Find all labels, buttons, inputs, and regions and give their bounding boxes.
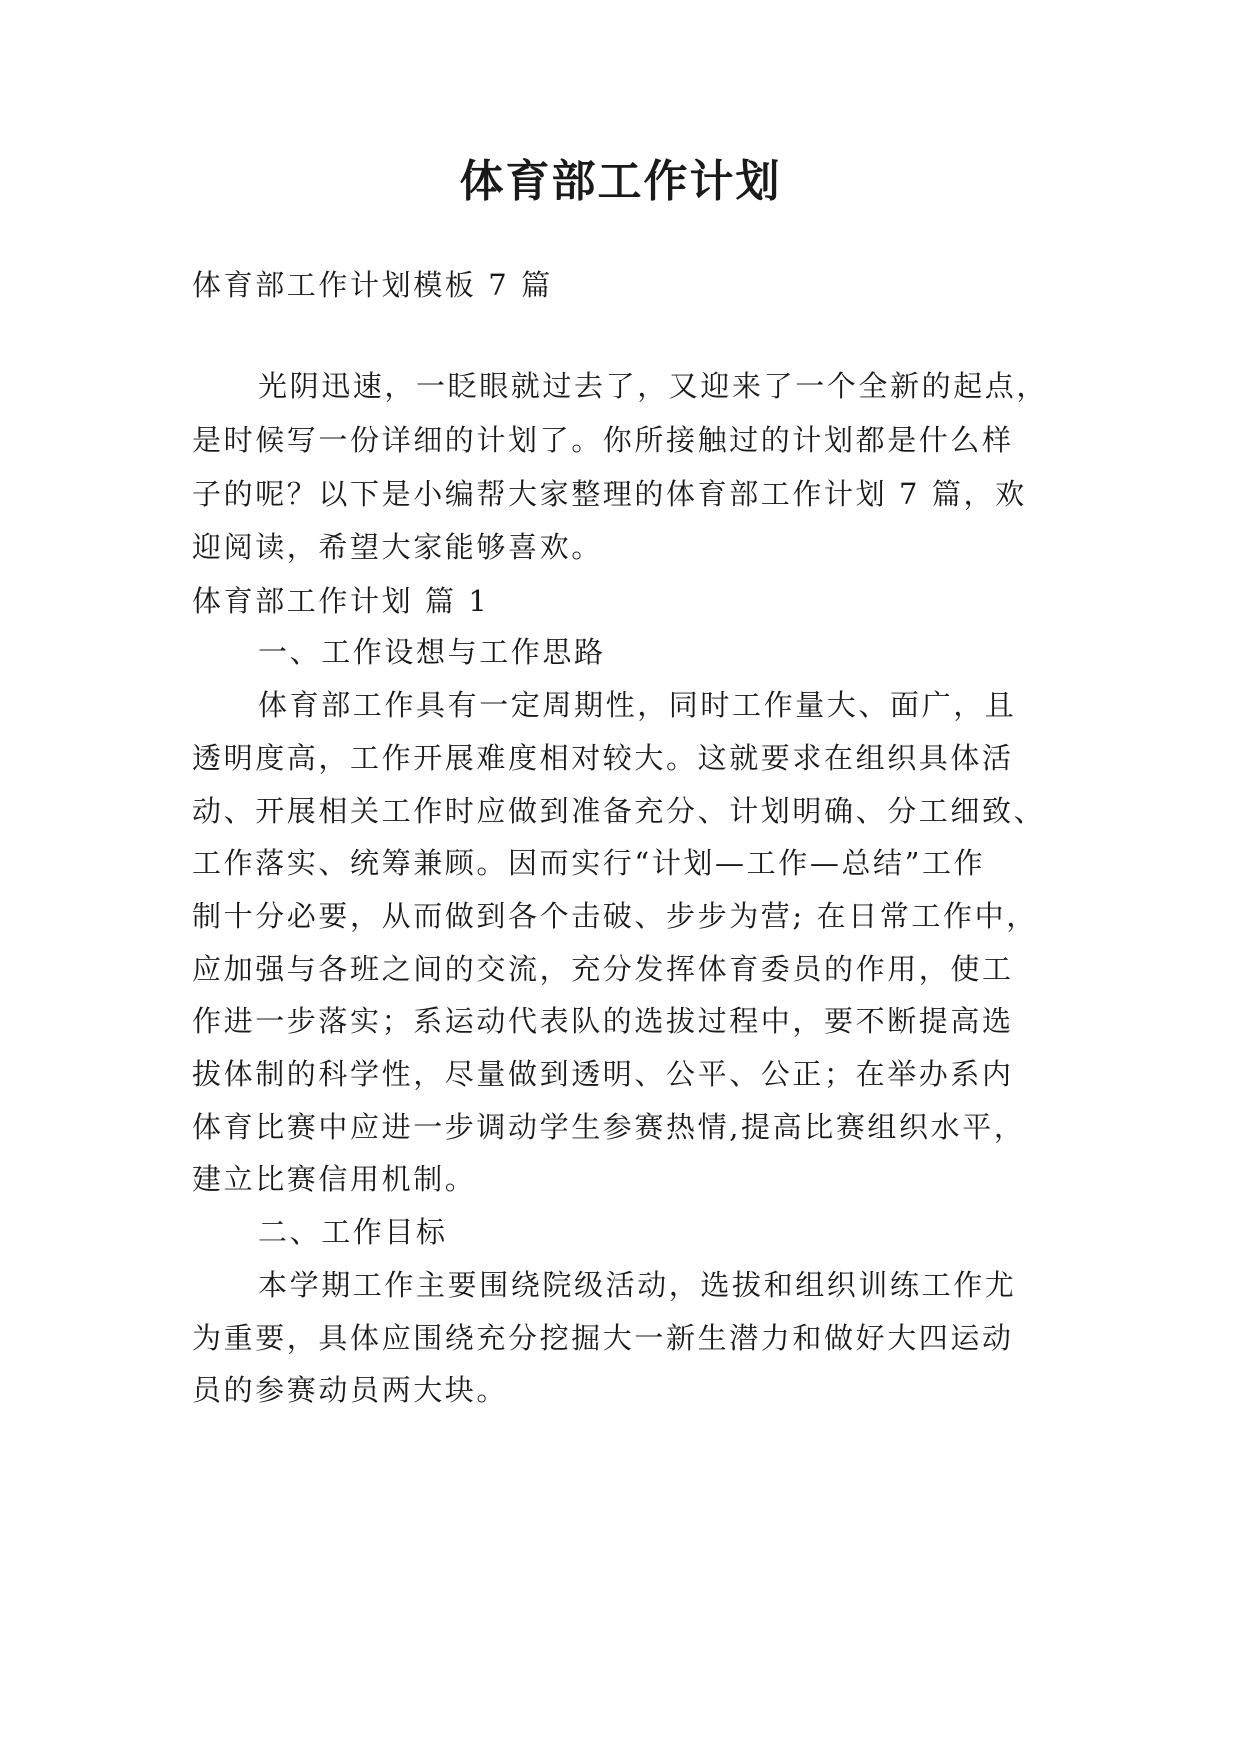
intro-line: 是时候写一份详细的计划了。你所接触过的计划都是什么样: [192, 423, 1014, 457]
paragraph-line: 作进一步落实；系运动代表队的选拔过程中，要不断提高选: [192, 1004, 1014, 1038]
paragraph-line: 建立比赛信用机制。: [192, 1162, 477, 1196]
paragraph-line: 体育比赛中应进一步调动学生参赛热情,提高比赛组织水平，: [192, 1110, 1026, 1144]
paragraph-line: 动、开展相关工作时应做到准备充分、计划明确、分工细致、: [192, 794, 1046, 828]
paragraph-line: 员的参赛动员两大块。: [192, 1373, 509, 1407]
intro-line: 光阴迅速，一眨眼就过去了，又迎来了一个全新的起点，: [258, 369, 1049, 403]
paragraph-line: 本学期工作主要围绕院级活动，选拔和组织训练工作尤: [258, 1268, 1017, 1302]
paragraph-line: 体育部工作具有一定周期性，同时工作量大、面广，且: [258, 688, 1017, 722]
section-heading: 一、工作设想与工作思路: [258, 635, 606, 669]
document-subtitle: 体育部工作计划模板 7 篇: [192, 268, 553, 302]
paragraph-line: 为重要，具体应围绕充分挖掘大一新生潜力和做好大四运动: [192, 1321, 1014, 1355]
intro-line: 子的呢？以下是小编帮大家整理的体育部工作计划 7 篇，欢: [192, 477, 1027, 511]
paragraph-line: 制十分必要，从而做到各个击破、步步为营; 在日常工作中，: [192, 899, 1038, 933]
paragraph-line: 应加强与各班之间的交流，充分发挥体育委员的作用，使工: [192, 952, 1014, 986]
intro-line: 迎阅读，希望大家能够喜欢。: [192, 530, 603, 564]
section-heading: 二、工作目标: [258, 1215, 448, 1249]
article-heading: 体育部工作计划 篇 1: [192, 584, 490, 618]
document-title: 体育部工作计划: [459, 156, 782, 207]
paragraph-line: 透明度高，工作开展难度相对较大。这就要求在组织具体活: [192, 741, 1014, 775]
paragraph-line: 拔体制的科学性，尽量做到透明、公平、公正；在举办系内: [192, 1057, 1014, 1091]
paragraph-line: 工作落实、统筹兼顾。因而实行“计划—工作—总结”工作: [192, 846, 986, 880]
